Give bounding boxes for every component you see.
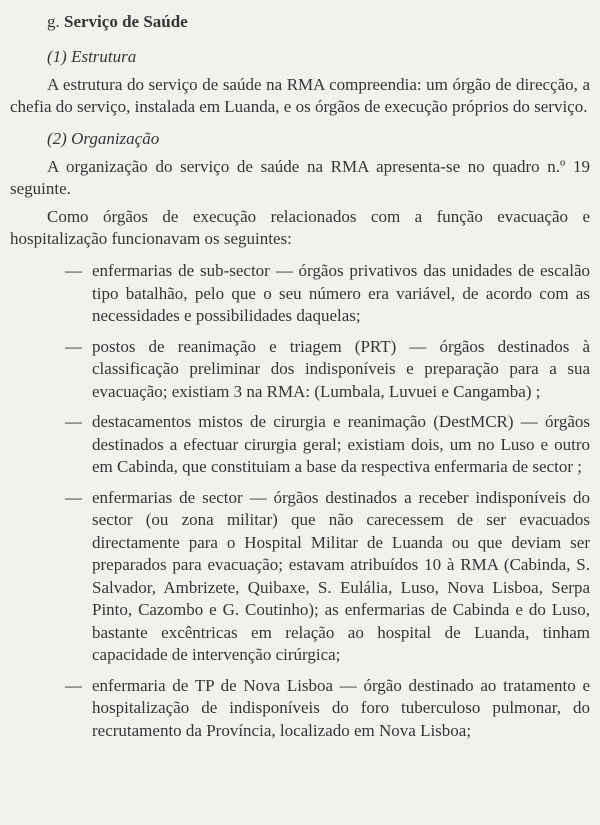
list-item-text: enfermaria de TP de Nova Lisboa — órgão destinado ao tratamento e hospitalização de indisponíveis do foro tuberculoso pulmonar, do recrutamento da Província, localizado em Nova Lisboa; — [92, 675, 590, 740]
dash-bullet: — — [65, 675, 82, 695]
subsection-heading-estrutura: (1) Estrutura — [47, 47, 137, 66]
dash-bullet: — — [65, 487, 82, 507]
list-item-text: enfermarias de sub-sector — órgãos privativos das unidades de escalão tipo batalhão, pelo que o seu número era variável, de acordo com as necessidades e possibilidades daquelas; — [92, 261, 590, 325]
execution-organs-list — [10, 260, 590, 742]
paragraph-organizacao: A organização do serviço de saúde na RMA apresenta-se no quadro n.º 19 seguinte. — [10, 157, 590, 198]
subsection-heading-organizacao: (2) Organização — [47, 129, 160, 148]
list-item-text: postos de reanimação e triagem (PRT) — órgãos destinados à classificação preliminar dos indisponíveis e preparação para a sua evacuação; existiam 3 na RMA: (Lumbala, Luvuei e Cangamba) ; — [92, 336, 590, 401]
paragraph-estrutura: A estrutura do serviço de saúde na RMA compreendia: um órgão de direcção, a chefia do serviço, instalada em Luanda, e os órgãos de execução próprios do serviço. — [10, 75, 590, 116]
paragraph-orgaos-execucao: Como órgãos de execução relacionados com a função evacuação e hospitalização funcionavam os seguintes: — [10, 207, 590, 248]
list-item — [10, 487, 590, 667]
list-item-text: enfermarias de sector — órgãos destinados a receber indisponíveis do sector (ou zona militar) que não carecessem de ser evacuados directamente para o Hospital Militar de Luanda ou que deviam ser preparados para evacuação; estavam atribuídos 10 à RMA (Cabinda, S. Salvador, Ambrizete, Quibaxe, S. Eulália, Luso, Nova Lisboa, Serpa Pinto, Cazombo e G. Coutinho); as enfermarias de Cabinda e do Luso, bastante excêntricas em relação ao hospital de Luanda, tinham capacidade de intervenção cirúrgica; — [92, 487, 590, 664]
list-item — [10, 411, 590, 479]
section-title: Serviço de Saúde — [64, 12, 188, 31]
list-item-text: destacamentos mistos de cirurgia e reanimação (DestMCR) — órgãos destinados a efectuar cirurgia geral; existiam dois, um no Luso e outro em Cabinda, que constituiam a base da respectiva enfermaria de sector ; — [92, 412, 590, 476]
dash-bullet: — — [65, 261, 82, 280]
dash-bullet: — — [65, 336, 82, 356]
list-item — [10, 675, 590, 743]
section-heading — [47, 8, 590, 36]
list-item — [10, 260, 590, 328]
dash-bullet: — — [65, 412, 82, 431]
list-item — [10, 336, 590, 404]
section-number: g. — [47, 12, 60, 31]
